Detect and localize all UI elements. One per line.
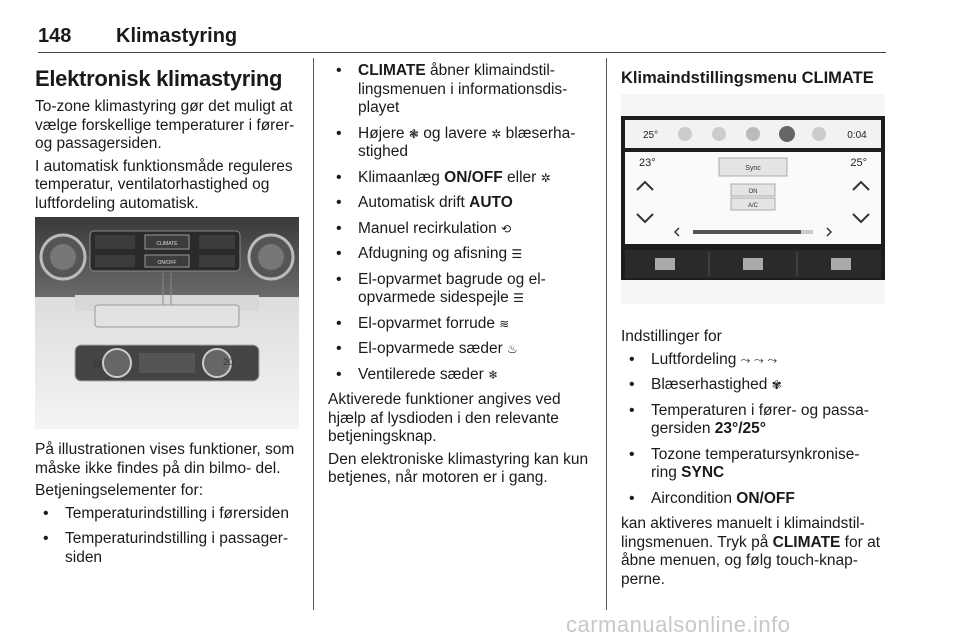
recirculation-icon: ⟲	[501, 221, 512, 236]
paragraph: To-zone klimastyring gør det muligt at vælge forskellige temperaturer i fører- og passagersiden.	[35, 98, 295, 152]
outside-temp: 25°	[643, 130, 659, 141]
list-item: • Blæserhastighed ✾	[621, 376, 889, 395]
list-item: • El-opvarmet bagrude og el- opvarmede sidespejle ☰	[328, 271, 590, 308]
list-item: • Temperaturindstilling i passager- siden	[35, 530, 299, 567]
paragraph: Indstillinger for	[621, 328, 722, 345]
temp-left-label: 22	[91, 359, 103, 369]
list-item: • Tozone temperatursynkronise- ring SYNC	[621, 446, 889, 483]
column-divider	[313, 58, 314, 610]
page-number: 148	[38, 25, 72, 47]
air-distribution-icon: ⤳ ⤳ ⤳	[740, 352, 778, 367]
list-item: • Klimaanlæg ON/OFF eller ✲	[328, 169, 590, 188]
defrost-max-icon: ☰	[511, 247, 523, 261]
column-3	[621, 62, 889, 593]
list-item: • Temperaturindstilling i førersiden	[35, 505, 299, 524]
list-item: • El-opvarmede sæder ♨	[328, 340, 590, 359]
sync-button: Sync	[745, 165, 761, 172]
list-item: • Højere ❃ og lavere ✲ blæserha- stighed	[328, 125, 590, 162]
onoff-label: ON/OFF	[157, 260, 177, 266]
left-temp: 23°	[639, 157, 656, 169]
list-item: • Luftfordeling ⤳ ⤳ ⤳	[621, 351, 889, 370]
ventilated-seat-icon: ❄	[488, 367, 499, 382]
fan-down-icon: ✲	[491, 126, 502, 141]
climate-panel-photo	[35, 217, 299, 429]
windshield-heat-icon: ≋	[499, 316, 510, 331]
list-item: • Ventilerede sæder ❄	[328, 366, 590, 385]
temp-right-label: 20	[222, 357, 234, 367]
climate-menu-screenshot	[621, 94, 885, 304]
clock: 0:04	[847, 130, 867, 141]
watermark: carmanualsonline.info	[566, 612, 791, 637]
paragraph: Betjeningselementer for:	[35, 482, 204, 499]
list-item: • Automatisk drift AUTO	[328, 194, 590, 213]
list-item: • Temperaturen i fører- og passa- gersiden 23°/25°	[621, 402, 889, 439]
list-item: • Manuel recirkulation ⟲	[328, 220, 590, 239]
paragraph: I automatisk funktionsmåde reguleres temperatur, ventilatorhastighed og luftfordeling automatisk.	[35, 157, 293, 212]
paragraph: Aktiverede funktioner angives ved hjælp af lysdioden i den relevante betjeningsknap.	[328, 391, 561, 445]
column-divider	[606, 58, 607, 610]
paragraph: På illustrationen vises funktioner, som måske ikke findes på din bilmo- del.	[35, 441, 295, 477]
list-item: • CLIMATE åbner klimaindstil- lingsmenuen i informationsdis- playet	[328, 62, 590, 118]
ac-button: A/C	[747, 203, 759, 209]
heated-seat-icon: ♨	[507, 342, 518, 356]
list-item: • Afdugning og afisning ☰	[328, 245, 590, 264]
fan-icon: ✾	[771, 378, 782, 392]
column-2	[328, 62, 590, 492]
rear-defrost-icon: ☰	[513, 291, 524, 305]
fan-up-icon: ❃	[408, 126, 419, 141]
chapter-title: Klimastyring	[116, 25, 238, 47]
section-heading: Klimaindstillingsmenu CLIMATE	[621, 69, 874, 87]
paragraph: kan aktiveres manuelt i klimaindstil- lingsmenuen. Tryk på CLIMATE for at åbne menuen, og følg touch-knap- perne.	[621, 515, 881, 588]
list-item: • El-opvarmet forrude ≋	[328, 315, 590, 334]
on-button: ON	[748, 189, 758, 195]
section-heading: Elektronisk klimastyring	[35, 66, 283, 91]
list-item: • Aircondition ON/OFF	[621, 490, 889, 509]
fan-off-icon: ✲	[540, 170, 551, 185]
page-header	[38, 22, 886, 53]
paragraph: Den elektroniske klimastyring kan kun betjenes, når motoren er i gang.	[328, 450, 589, 486]
column-1	[35, 62, 299, 574]
climate-label: CLIMATE	[156, 241, 178, 247]
right-temp: 25°	[850, 157, 867, 169]
